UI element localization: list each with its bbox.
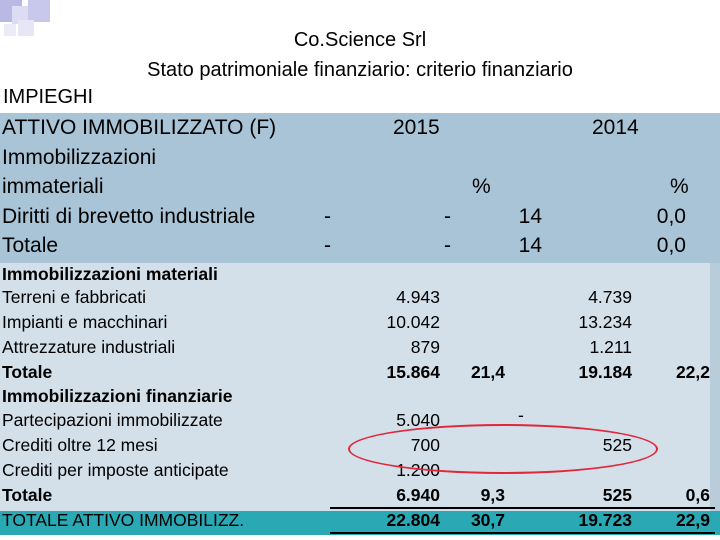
financial-total-2015: 6.940: [396, 485, 440, 505]
report-subtitle: Stato patrimoniale finanziario: criterio finanziario: [147, 59, 573, 81]
fixed-assets-heading: ATTIVO IMMOBILIZZATO (F): [2, 116, 277, 139]
patent-rights-c4: 0,0: [656, 205, 686, 228]
financial-total-2014: 525: [602, 485, 632, 505]
row-2014-value: 13.234: [578, 312, 632, 332]
year-2014-header: 2014: [592, 116, 639, 139]
row-2015-value: 1.200: [396, 460, 440, 480]
row-2015-value: 879: [410, 337, 440, 357]
grand-total-2015: 22.804: [386, 510, 440, 530]
intangible-total-c2: -: [444, 234, 451, 257]
intangible-total-c4: 0,0: [656, 234, 686, 257]
grand-total-2014: 19.723: [578, 510, 632, 530]
row-2015-value: 4.943: [396, 287, 440, 307]
intangible-label-line2: immateriali: [2, 175, 104, 198]
teal-edge: [710, 263, 720, 511]
intangible-total-label: Totale: [2, 234, 59, 257]
grand-total-2014-pct: 22,9: [675, 510, 710, 530]
total-underline: [330, 507, 715, 509]
tangible-total-2015: 15.864: [386, 362, 440, 382]
row-2015-pct: -: [518, 405, 524, 425]
row-2014-value: 1.211: [589, 337, 632, 357]
grand-total-label: TOTALE ATTIVO IMMOBILIZZ.: [2, 510, 245, 530]
row-label: Crediti per imposte anticipate: [2, 460, 229, 480]
financial-total-2015-pct: 9,3: [480, 485, 505, 505]
row-2015-value: 700: [410, 435, 440, 455]
financial-total-2014-pct: 0,6: [685, 485, 710, 505]
row-label: Impianti e macchinari: [2, 312, 168, 332]
tangible-total-label: Totale: [2, 362, 53, 382]
row-label: Attrezzature industriali: [2, 337, 176, 357]
row-2015-value: 5.040: [396, 410, 440, 430]
row-2014-value: 525: [602, 435, 632, 455]
intangible-total-c3: 14: [518, 234, 542, 257]
row-label: Partecipazioni immobilizzate: [2, 410, 223, 430]
tangible-total-2015-pct: 21,4: [470, 362, 505, 382]
patent-rights-c3: 14: [518, 205, 542, 228]
percent-header-2014: %: [670, 175, 689, 198]
patent-rights-c1: -: [324, 205, 331, 228]
row-label: Terreni e fabbricati: [2, 287, 146, 307]
company-title: Co.Science Srl: [293, 29, 427, 51]
row-label: Crediti oltre 12 mesi: [2, 435, 158, 455]
financial-total-label: Totale: [2, 485, 53, 505]
grand-total-underline: [330, 532, 715, 534]
section-label: IMPIEGHI: [3, 86, 94, 108]
row-2014-value: 4.739: [588, 287, 632, 307]
intangible-label-line1: Immobilizzazioni: [2, 146, 157, 169]
intangible-total-c1: -: [324, 234, 331, 257]
patent-rights-c2: -: [444, 205, 451, 228]
tangible-heading: Immobilizzazioni materiali: [2, 264, 218, 284]
patent-rights-label: Diritti di brevetto industriale: [2, 205, 256, 228]
highlight-oval: [348, 424, 658, 474]
year-2015-header: 2015: [393, 116, 440, 139]
tangible-total-2014: 19.184: [578, 362, 632, 382]
financial-heading: Immobilizzazioni finanziarie: [2, 386, 233, 406]
grand-total-2015-pct: 30,7: [470, 510, 505, 530]
tangible-total-2014-pct: 22,2: [675, 362, 710, 382]
row-2015-value: 10.042: [386, 312, 440, 332]
percent-header-2015: %: [472, 175, 491, 198]
